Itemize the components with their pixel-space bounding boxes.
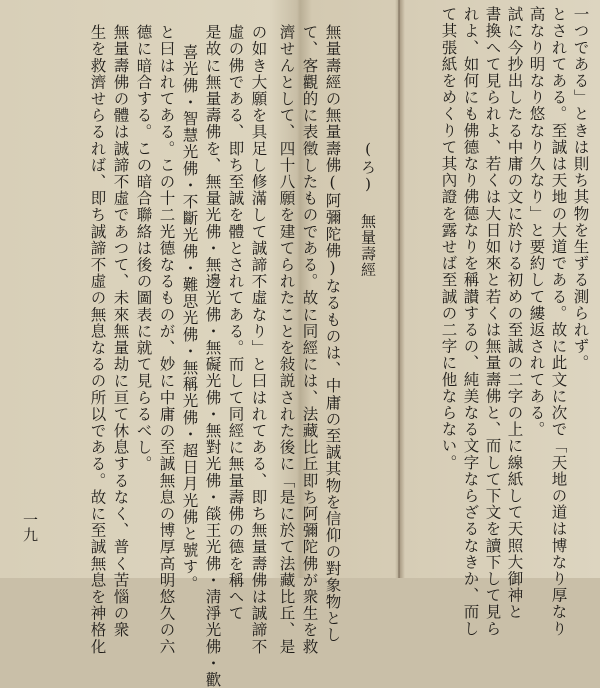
text-column: て、客觀的に表徵したものである。故に同經には、法藏比丘即ち阿彌陀佛が衆生を救 [300,24,319,655]
text-column: 一つである」ときは則ち其物を生ずる測られず。 [571,6,590,372]
section-heading: (ろ) 無量壽經 [359,140,377,278]
text-column: の如き大願を具足し修滿して誠諦不虛なり」と曰はれてある、即ち無量壽佛は誠諦不 [249,24,268,655]
text-column: 生を救濟せらるれば、即ち誠諦不虛の無息なるの所以である。故に至誠無息を神格化 [88,24,107,655]
text-column: と曰はれてある。この十二光德なるものが、妙に中庸の至誠無息の博厚高明悠久の六 [157,24,176,655]
text-column: 喜光佛・智慧光佛・不斷光佛・難思光佛・無稱光佛・超日月光佛と號す。 [180,44,199,592]
page-crease [398,0,400,578]
text-column: 無量壽佛の體は誠諦不虛であつて、未來無量劫に亘て休息するなく、普く苦惱の衆 [111,24,130,639]
text-column: 書換へて見られよ、若くは大日如來と若くは無量壽佛と、而して下文を讀下して見ら [483,6,502,637]
text-column: 虛の佛である、即ち至誠を體とされてある。而して同經に無量壽佛の德を稱へて [226,24,245,622]
text-column: れよ、如何にも佛德なり佛德なりを稱讃するの、純美なる文字ならざるなきか、而し [461,6,480,637]
text-column: 無量壽經の無量壽佛(阿彌陀佛)なるものは、中庸の至誠其物を信仰の對象物とし [323,24,342,644]
text-column: 是故に無量壽佛を、無量光佛・無邊光佛・無礙光佛・無對光佛・燄王光佛・淸淨光佛・歡 [203,24,222,688]
text-column: とされてある。至誠は天地の大道である。故に此文に次で「天地の道は博なり厚なり [549,6,568,637]
page-number: 一九 [21,512,39,542]
book-gutter [395,0,405,578]
text-column: 高なり明なり悠なり久なり」と要約して縷返されてある。 [527,6,546,438]
text-column: 濟せんとして、四十八願を建てられたことを敍説された後に「是に於て法藏比丘、是 [277,24,296,655]
text-column: 德に暗合する。この暗合聯絡は後の圖表に就て見らるべし。 [134,24,153,473]
text-column: 試に今抄出したる中庸の文に於ける初めの至誠の二字の上に線紙して天照大御神と [505,6,524,621]
text-column: て其張紙をめくりて其內證を露せば至誠の二字に他ならない。 [439,6,458,471]
